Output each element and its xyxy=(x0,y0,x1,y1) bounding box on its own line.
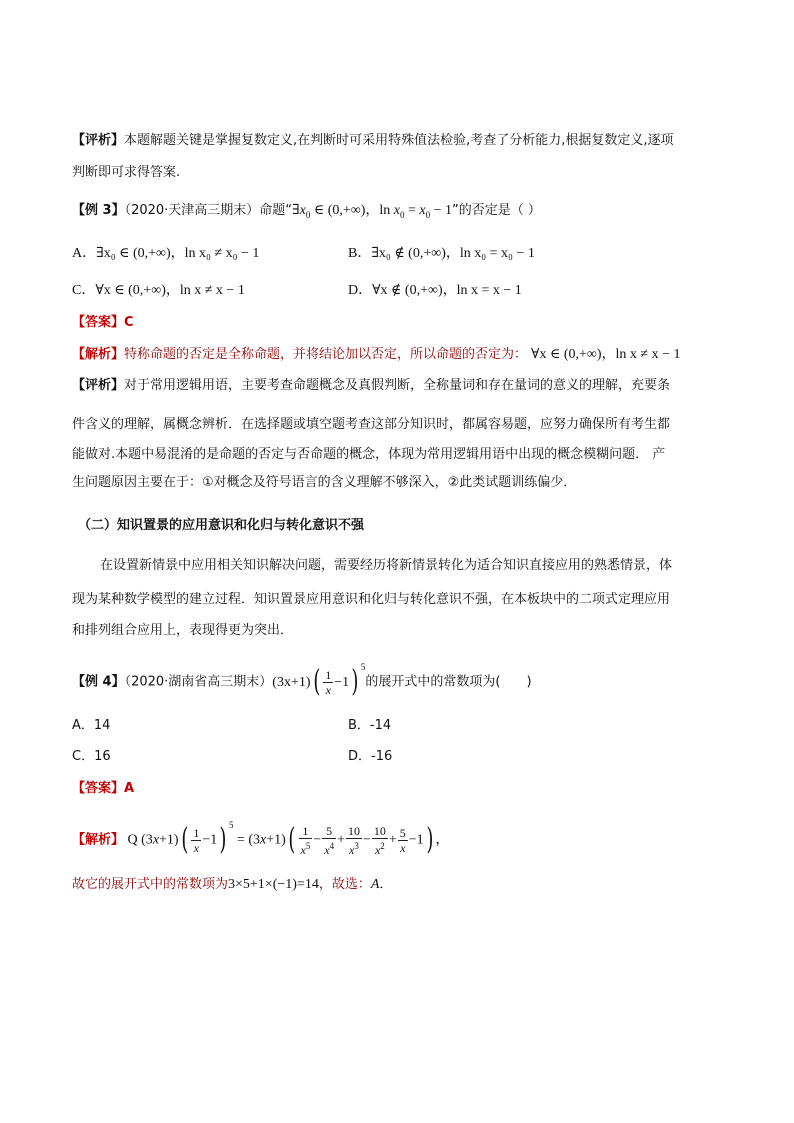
option-a: A．∃x₀ ∈ (0,+∞)，ln x₀ ≠ x₀ − 1 xyxy=(72,246,260,261)
frac-num: 1 xyxy=(325,667,332,682)
analysis-label: 【解析】 xyxy=(72,832,125,848)
example-4-tail: 的展开式中的常数项为( ) xyxy=(365,674,532,690)
section-paragraph-line3: 和排列组合应用上，表现得更为突出． xyxy=(72,623,294,638)
conclusion-mid: ，故选： xyxy=(318,877,371,892)
analysis-label: 【解析】 xyxy=(72,347,125,362)
option-d: D．∀x ∉ (0,+∞)，ln x = x − 1 xyxy=(348,283,522,298)
minus-one: −1 xyxy=(334,674,350,690)
example-4-conclusion xyxy=(72,875,392,895)
analysis-text: 特称命题的否定是全称命题，并将结论加以否定，所以命题的否定为： xyxy=(124,347,528,362)
math-var: x xyxy=(393,203,401,218)
answer-value: C xyxy=(124,315,134,330)
because-symbol: Q xyxy=(127,832,138,848)
option-c: C．∀x ∈ (0,+∞)，ln x ≠ x − 1 xyxy=(72,283,245,298)
option-row-cd xyxy=(72,281,522,301)
option-b: B．-14 xyxy=(348,718,392,733)
sol-tail: ， xyxy=(435,832,450,848)
example-4-label: 【例 4】 xyxy=(72,674,125,690)
eval-label: 【评析】 xyxy=(72,378,125,393)
eval-paragraph-1 xyxy=(72,131,674,151)
eval-text: 对于常用逻辑用语，主要考查命题概念及真假判断，全称量词和存在量词的意义的理解，充要条 xyxy=(124,378,671,393)
example-3-analysis xyxy=(72,345,681,365)
example-4-source: （2020·湖南省高三期末） xyxy=(124,674,273,690)
example-3-source: （2020·天津高三期末）命题“ xyxy=(124,203,293,218)
answer-value: A xyxy=(124,781,135,796)
example-4-answer xyxy=(72,779,134,799)
section-heading: （二）知识置景的应用意识和化归与转化意识不强 xyxy=(78,518,365,533)
expr-left: (3x+1) xyxy=(272,674,311,690)
option-row-ab-2 xyxy=(72,716,392,736)
analysis-math: ∀x ∈ (0,+∞)，ln x ≠ x − 1 xyxy=(531,347,681,362)
exponent: 5 xyxy=(360,662,366,672)
option-d: D．-16 xyxy=(348,749,393,764)
math-var: x xyxy=(419,203,426,218)
section-paragraph-line2: 现为某种数学模型的建立过程．知识置景应用意识和化归与转化意识不强，在本板块中的二项式定理应用 xyxy=(72,592,671,607)
example-3-question xyxy=(72,201,541,225)
option-a: A．14 xyxy=(72,718,111,733)
option-row-ab xyxy=(72,244,535,264)
conclusion-math: 3×5+1×(−1)=14 xyxy=(228,877,319,892)
math-exists: ∃x xyxy=(292,203,306,218)
math-eq: = xyxy=(404,203,420,218)
math-sub: 0 xyxy=(305,209,311,220)
example-3-label: 【例 3】 xyxy=(72,203,125,218)
option-b: B．∃x₀ ∉ (0,+∞)，ln x₀ = x₀ − 1 xyxy=(348,246,535,261)
binomial-expression: (3x+1)( $\frac{1}{x}$ −1) $^5$ xyxy=(272,662,366,700)
example-4-question xyxy=(72,662,532,698)
example-4-solution: 【解析】 Q (3x+1)( $\frac{1}{x}$ −1) $^5$ = (3x+1)( $\frac{1}{x^5}$ − $\frac{5}{x^4}$ + $\frac{10}{x^3}$ − $\frac{10}{x^2}$ + $\frac{5}{x}$ −1) ， xyxy=(72,820,450,858)
conclusion-choice: A xyxy=(370,877,380,892)
conclusion-end: ． xyxy=(379,877,393,892)
example-3-answer xyxy=(72,313,134,333)
example-3-tail: ”的否定是（ ） xyxy=(452,203,541,218)
example-3-eval-line3: 能做对.本题中易混淆的是命题的否定与否命题的概念，体现为常用逻辑用语中出现的概念模糊问题． 产 xyxy=(72,447,666,462)
section-paragraph-line1: 在设置新情景中应用相关知识解决问题，需要经历将新情景转化为适合知识直接应用的熟悉情景，体 xyxy=(100,558,673,573)
math-minus: − 1 xyxy=(430,203,453,218)
eval-text: 本题解题关键是掌握复数定义,在判断时可采用特殊值法检验,考查了分析能力,根据复数定义,逐项 xyxy=(124,133,674,148)
option-row-cd-2 xyxy=(72,747,393,767)
example-3-eval-line1 xyxy=(72,376,670,396)
example-3-eval-line2: 件含义的理解，属概念辨析．在选择题或填空题考查这部分知识时，都属容易题，应努力确保所有考生都 xyxy=(72,417,671,432)
eval-paragraph-1-line2: 判断即可求得答案. xyxy=(72,165,181,180)
answer-label: 【答案】 xyxy=(72,315,125,330)
example-3-eval-line4: 生问题原因主要在于：①对概念及符号语言的含义理解不够深入，②此类试题训练偏少． xyxy=(72,475,577,490)
math-sub: 0 xyxy=(425,209,431,220)
math-interval: ∈ (0,+∞)，ln xyxy=(310,203,394,218)
conclusion-text: 故它的展开式中的常数项为 xyxy=(72,877,229,892)
eval-label: 【评析】 xyxy=(72,133,125,148)
math-sub: 0 xyxy=(400,209,405,220)
option-c: C．16 xyxy=(72,749,111,764)
frac-den: x xyxy=(325,682,331,697)
answer-label: 【答案】 xyxy=(72,781,125,796)
